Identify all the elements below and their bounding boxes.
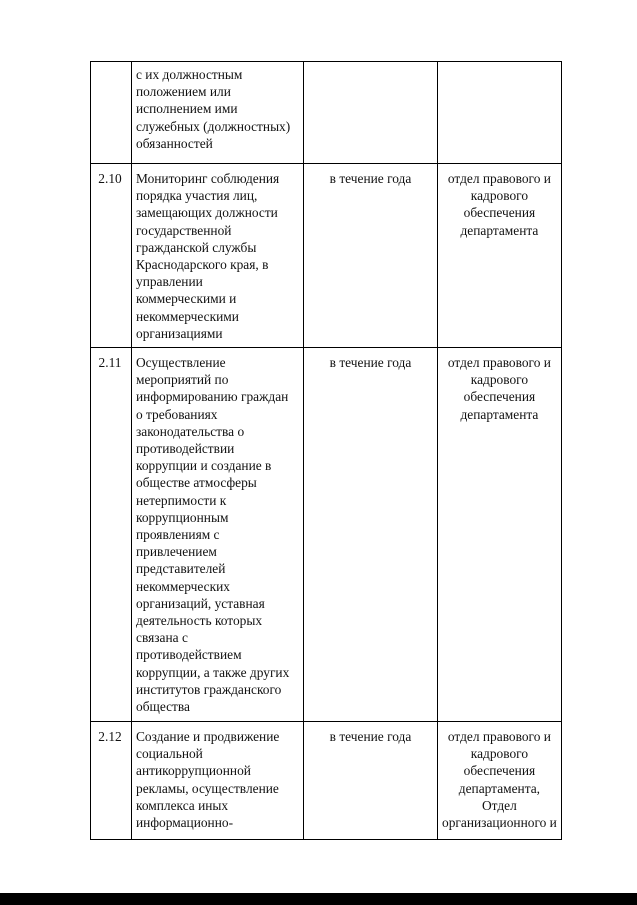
responsible-cell: [438, 348, 562, 722]
responsible-line: кадрового: [470, 372, 529, 388]
responsible-line: отдел правового и: [447, 355, 551, 370]
responsible-line: обеспечения: [463, 205, 536, 221]
table-body: [91, 62, 562, 840]
description-line: коррупции и создание в: [136, 458, 272, 474]
description-line: некоммерческими: [136, 308, 239, 324]
responsible-line: отдел правового и: [447, 171, 551, 186]
item-number-cell: 2.12: [91, 722, 132, 840]
measure-description-cell: [132, 62, 304, 164]
description-line: исполнением ими: [136, 101, 238, 117]
description-line: положением или: [136, 84, 231, 100]
responsible-cell: [438, 62, 562, 164]
description-line: коммерческими и: [136, 291, 237, 307]
table-row: [91, 348, 562, 722]
description-line: организациями: [136, 325, 223, 341]
description-line: Создание и продвижение: [136, 729, 280, 744]
term-cell: в течение года: [304, 164, 438, 348]
scan-bottom-edge: [0, 893, 637, 905]
description-line: Мониторинг соблюдения: [136, 171, 280, 186]
description-line: управлении: [136, 274, 203, 290]
description-line: Краснодарского края, в: [136, 257, 269, 273]
measure-description-cell: [132, 722, 304, 840]
description-line: общества: [136, 699, 190, 715]
description-line: государственной: [136, 222, 232, 238]
responsible-line: кадрового: [470, 188, 529, 204]
description-line: о требованиях: [136, 406, 218, 422]
responsible-line: обеспечения: [463, 389, 536, 405]
description-line: гражданской службы: [136, 239, 257, 255]
description-line: деятельность которых: [136, 613, 263, 629]
responsible-cell: [438, 722, 562, 840]
description-line: комплекса иных: [136, 797, 229, 813]
responsible-line: организационного и: [442, 815, 557, 831]
term-cell: [304, 62, 438, 164]
item-number-cell: 2.10: [91, 164, 132, 348]
description-line: противодействием: [136, 647, 242, 663]
responsible-line: кадрового: [470, 746, 529, 762]
item-number-cell: [91, 62, 132, 164]
table-row: [91, 164, 562, 348]
description-line: замещающих должности: [136, 205, 278, 221]
description-line: привлечением: [136, 544, 217, 560]
description-line: законодательства о: [136, 423, 245, 439]
table-row: [91, 62, 562, 164]
description-line: с их должностным: [136, 67, 243, 82]
description-line: служебных (должностных): [136, 118, 291, 134]
description-line: антикоррупционной: [136, 763, 251, 779]
description-line: институтов гражданского: [136, 681, 282, 697]
description-line: мероприятий по: [136, 372, 229, 388]
description-line: коррупционным: [136, 509, 229, 525]
description-line: порядка участия лиц,: [136, 188, 258, 204]
description-line: проявлениям с: [136, 527, 220, 543]
measures-table: [90, 61, 562, 840]
description-line: рекламы, осуществление: [136, 780, 279, 796]
table-row: [91, 722, 562, 840]
description-line: информационно-: [136, 815, 234, 831]
description-line: организаций, уставная: [136, 595, 265, 611]
description-line: социальной: [136, 746, 203, 762]
responsible-line: обеспечения: [463, 763, 536, 779]
responsible-line: департамента,: [458, 780, 541, 796]
responsible-line: отдел правового и: [447, 729, 551, 744]
description-line: обществе атмосферы: [136, 475, 257, 491]
description-line: нетерпимости к: [136, 492, 227, 508]
description-line: противодействии: [136, 441, 235, 457]
description-line: коррупции, а также других: [136, 664, 290, 680]
measure-description-cell: [132, 164, 304, 348]
description-line: связана с: [136, 630, 188, 646]
responsible-line: департамента: [460, 222, 539, 238]
term-cell: в течение года: [304, 722, 438, 840]
item-number-cell: 2.11: [91, 348, 132, 722]
description-line: информированию граждан: [136, 389, 289, 405]
responsible-line: департамента: [460, 406, 539, 422]
measure-description-cell: [132, 348, 304, 722]
term-cell: в течение года: [304, 348, 438, 722]
description-line: некоммерческих: [136, 578, 230, 594]
description-line: представителей: [136, 561, 226, 577]
responsible-line: Отдел: [482, 797, 517, 813]
description-line: Осуществление: [136, 355, 226, 370]
responsible-cell: [438, 164, 562, 348]
description-line: обязанностей: [136, 135, 213, 151]
